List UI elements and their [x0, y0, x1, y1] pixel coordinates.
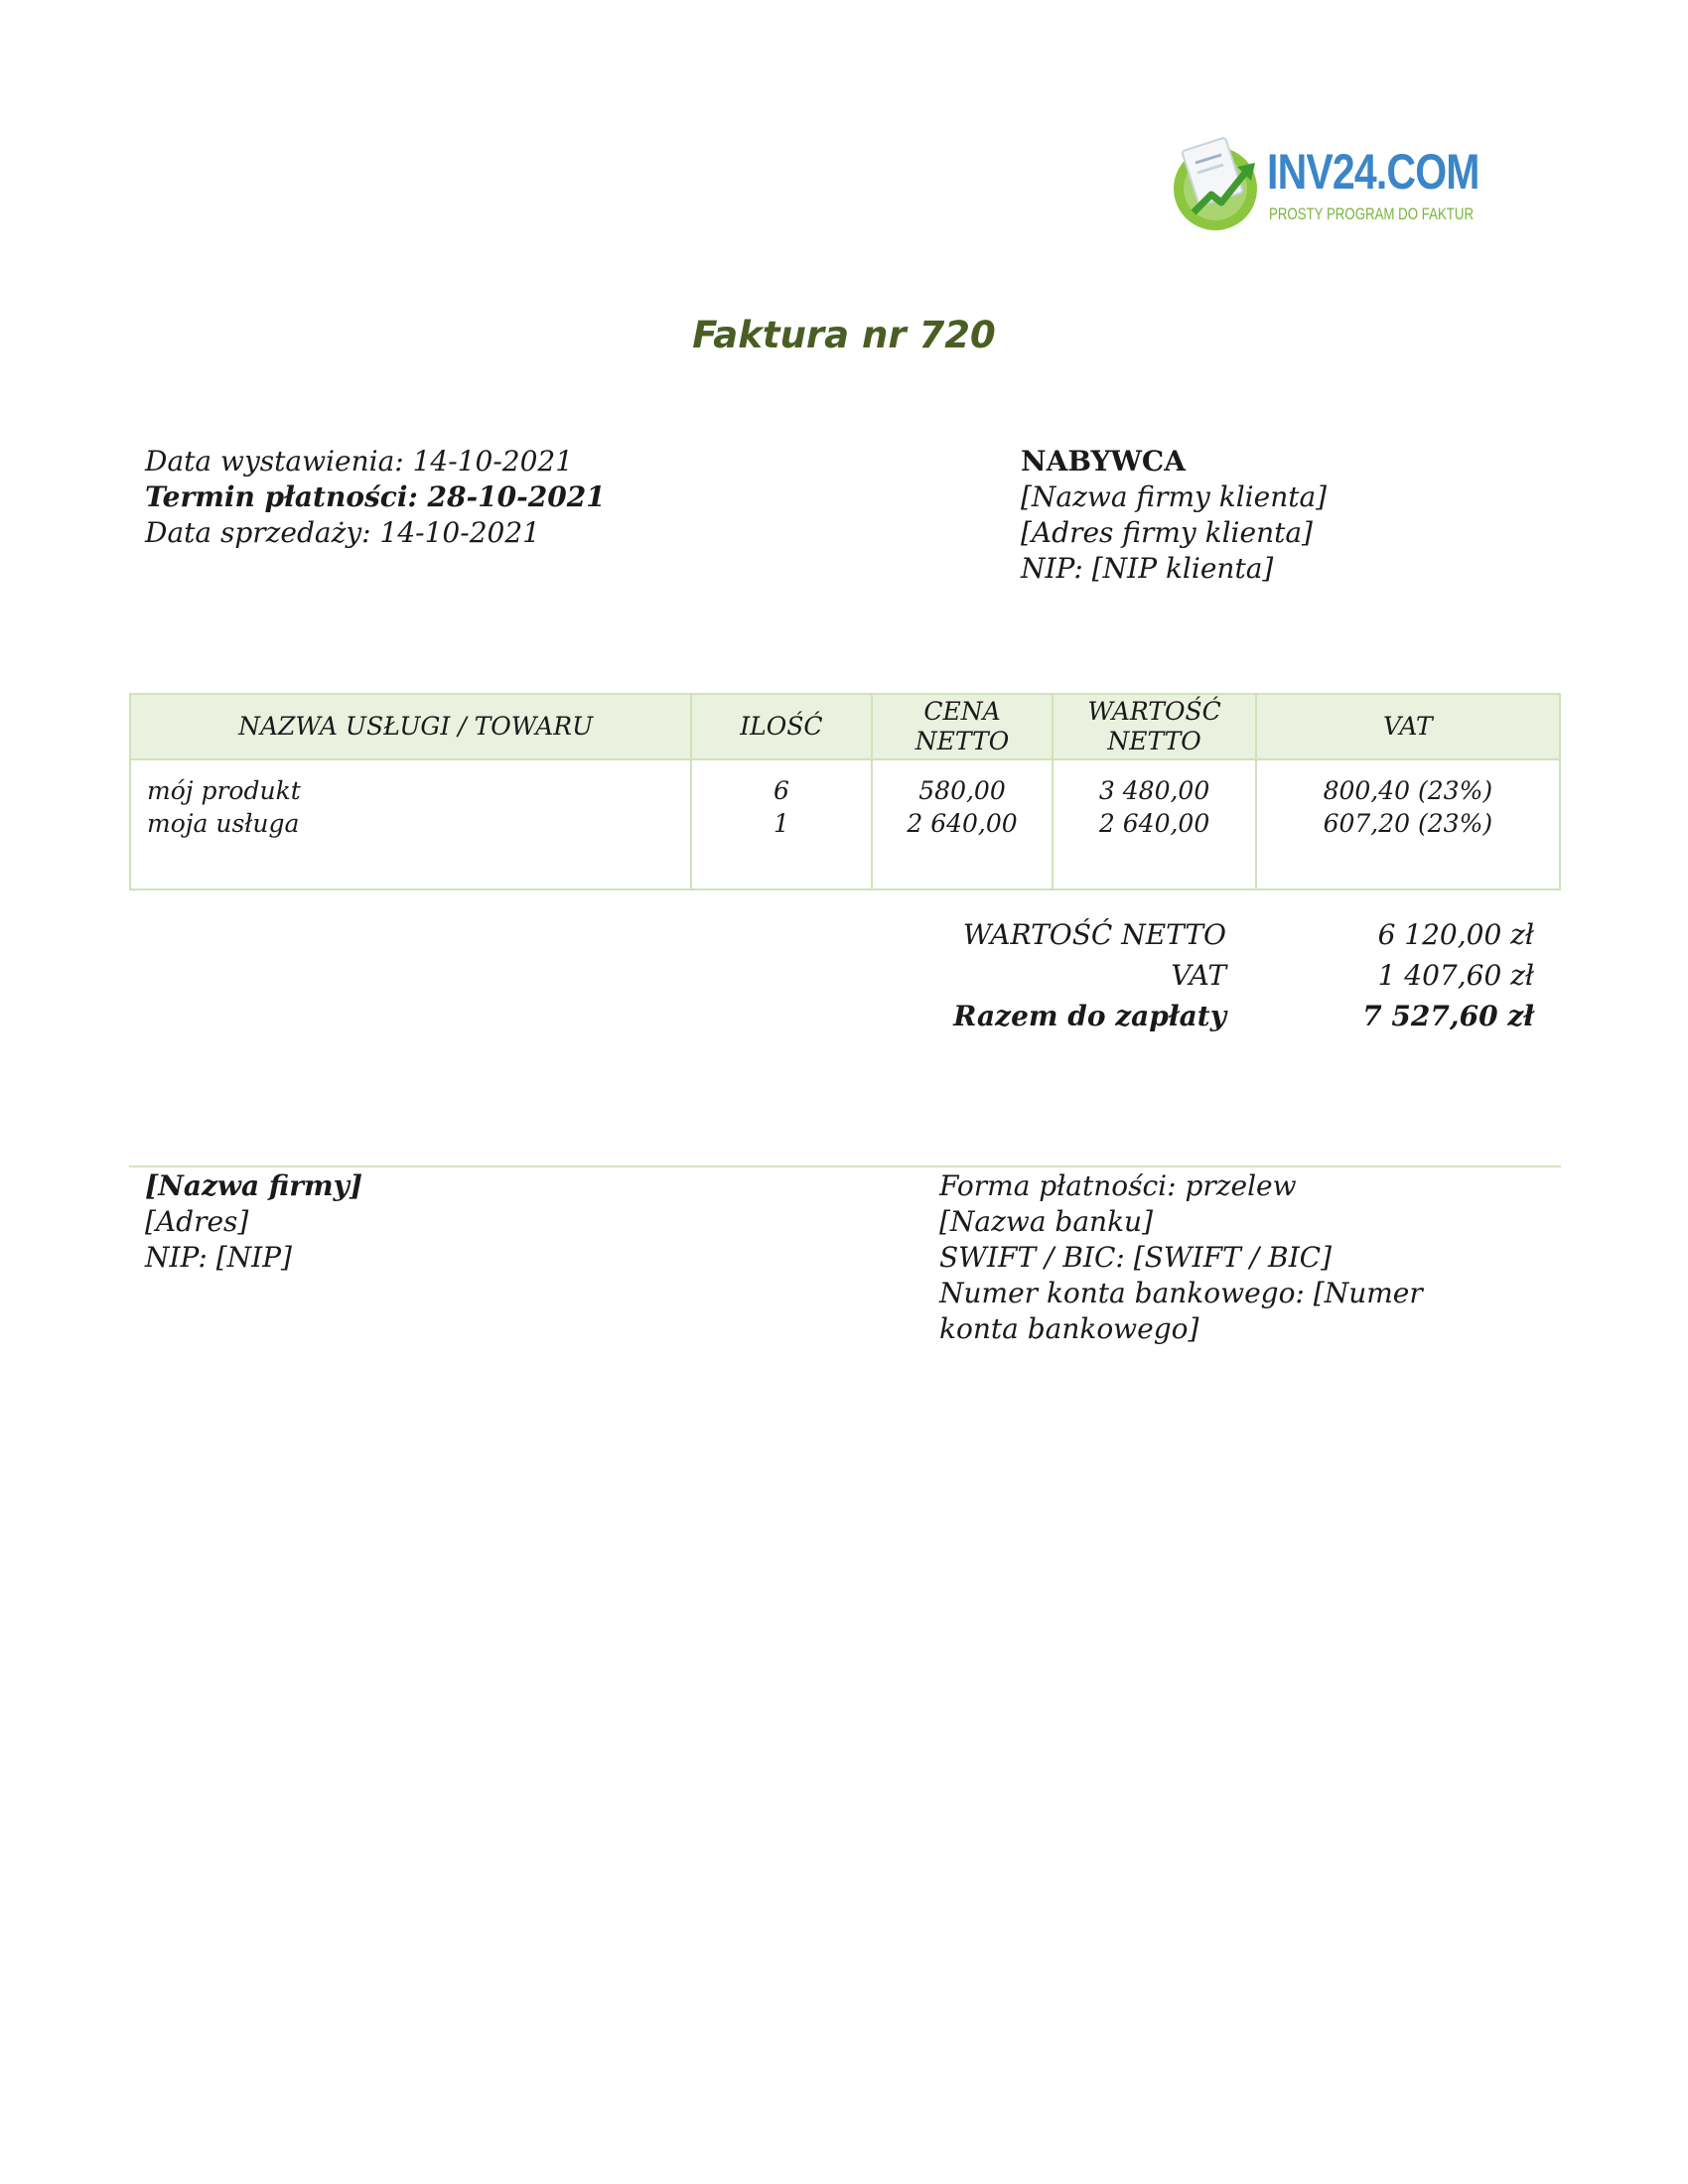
bank-account: Numer konta bankowego: [Numer konta bankowego] [939, 1277, 1423, 1345]
table-row [130, 759, 1560, 889]
header-price-line1: CENA [923, 697, 1001, 726]
header-value-line2: NETTO [1107, 727, 1201, 755]
header-name: NAZWA USŁUGI / TOWARU [130, 694, 691, 759]
company-logo [1172, 133, 1479, 242]
items-table [129, 693, 1561, 890]
buyer-address: [Adres firmy klienta] [1021, 516, 1313, 549]
table-header-row [130, 694, 1560, 759]
item-price: 580,00 [918, 776, 1006, 805]
header-value-line1: WARTOŚĆ [1087, 697, 1221, 726]
buyer-name: [Nazwa firmy klienta] [1021, 480, 1328, 513]
payment-block [939, 1168, 1495, 1347]
payment-due-date: Termin płatności: 28-10-2021 [145, 480, 606, 513]
totals-net-row [894, 918, 1534, 959]
totals-block [894, 918, 1534, 1040]
item-vat: 800,40 (23%) [1323, 776, 1493, 805]
cell-prices [872, 759, 1054, 889]
invoice-title: Faktura nr 720 [692, 314, 996, 356]
cell-vats [1256, 759, 1560, 889]
header-price [872, 694, 1054, 759]
header-vat: VAT [1256, 694, 1560, 759]
item-net-value: 3 480,00 [1098, 776, 1210, 805]
logo-tagline: PROSTY PROGRAM DO FAKTUR [1269, 205, 1475, 223]
item-vat: 607,20 (23%) [1323, 809, 1493, 838]
grand-total-value: 7 527,60 zł [1362, 1000, 1534, 1032]
header-value [1053, 694, 1255, 759]
vat-total-value: 1 407,60 zł [1377, 959, 1534, 992]
cell-names [130, 759, 691, 889]
seller-name: [Nazwa firmy] [145, 1169, 363, 1202]
seller-nip: NIP: [NIP] [145, 1241, 292, 1274]
totals-grand-row [894, 1000, 1534, 1040]
swift-code: SWIFT / BIC: [SWIFT / BIC] [939, 1241, 1333, 1274]
grand-total-label: Razem do zapłaty [953, 1000, 1226, 1032]
seller-block [145, 1168, 362, 1276]
totals-vat-row [894, 959, 1534, 1000]
item-net-value: 2 640,00 [1098, 809, 1210, 838]
bank-name: [Nazwa banku] [939, 1205, 1154, 1238]
buyer-block [1021, 444, 1327, 587]
sale-date: Data sprzedaży: 14-10-2021 [145, 516, 540, 549]
seller-address: [Adres] [145, 1205, 249, 1238]
item-name: moja usługa [147, 809, 300, 838]
issue-date: Data wystawienia: 14-10-2021 [145, 445, 574, 478]
net-total-value: 6 120,00 zł [1377, 918, 1534, 951]
cell-values [1053, 759, 1255, 889]
net-total-label: WARTOŚĆ NETTO [962, 918, 1226, 951]
buyer-heading: NABYWCA [1021, 445, 1186, 478]
header-qty: ILOŚĆ [691, 694, 871, 759]
invoice-dates [145, 444, 606, 551]
header-price-line2: NETTO [914, 727, 1010, 755]
vat-total-label: VAT [1171, 959, 1226, 992]
payment-method: Forma płatności: przelew [939, 1169, 1297, 1202]
item-name: mój produkt [147, 776, 301, 805]
logo-icon [1172, 133, 1267, 242]
item-price: 2 640,00 [907, 809, 1018, 838]
item-qty: 6 [773, 776, 789, 805]
cell-qtys [691, 759, 871, 889]
logo-brand-text: INV24.COM [1267, 144, 1479, 200]
item-qty: 1 [773, 809, 789, 838]
buyer-nip: NIP: [NIP klienta] [1021, 552, 1274, 585]
footer-divider [129, 1165, 1561, 1167]
